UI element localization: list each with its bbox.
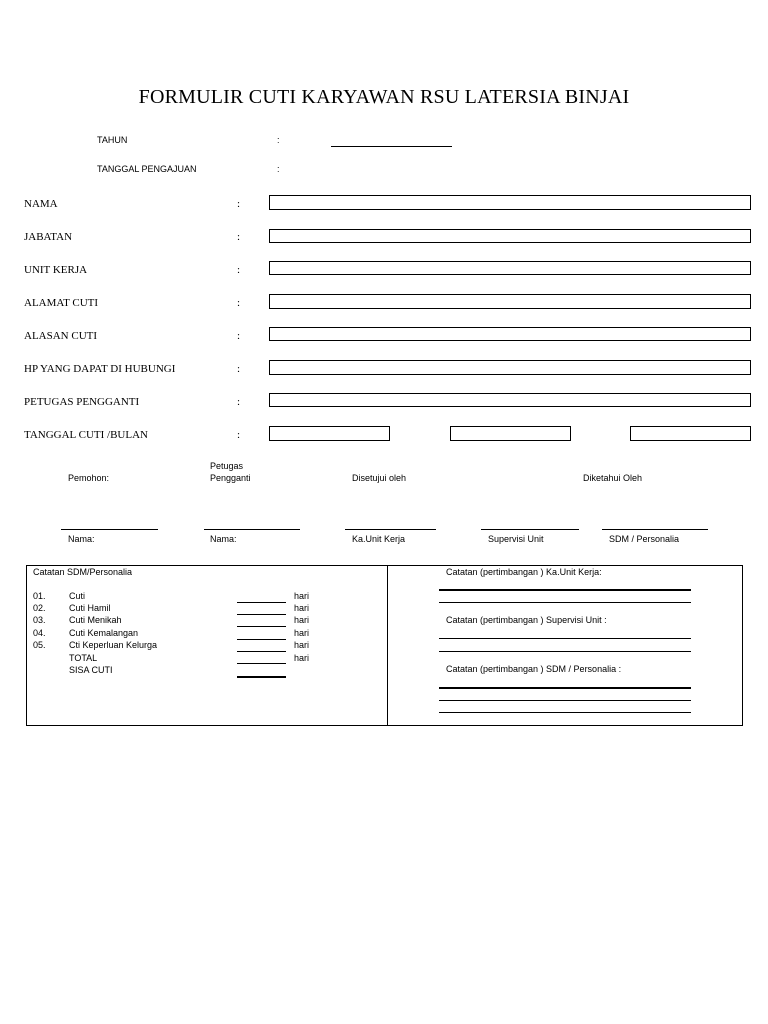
nama-field[interactable]: [269, 195, 751, 210]
total-label: TOTAL: [69, 653, 98, 663]
total-unit: hari: [294, 653, 310, 663]
catatan-sdm-right-line-3[interactable]: [439, 712, 691, 713]
item-no-1: 01.: [33, 591, 46, 601]
pemohon-header: Pemohon:: [68, 473, 110, 483]
unit-kerja-label: UNIT KERJA: [24, 264, 88, 276]
catatan-supervisi-line-2[interactable]: [439, 651, 691, 652]
alasan-cuti-field[interactable]: [269, 327, 751, 341]
item-label-3: Cuti Menikah: [69, 615, 122, 625]
item-line-5[interactable]: [237, 651, 286, 652]
catatan-sdm-right-label: Catatan (pertimbangan ) SDM / Personalia :: [446, 664, 622, 674]
catatan-supervisi-line-1[interactable]: [439, 638, 691, 639]
sisa-cuti-label: SISA CUTI: [69, 665, 113, 675]
item-no-4: 04.: [33, 628, 46, 638]
item-line-4[interactable]: [237, 639, 286, 640]
catatan-sdm-right-line-1[interactable]: [439, 687, 691, 689]
tahun-colon: :: [277, 135, 280, 145]
catatan-sdm-right-line-2[interactable]: [439, 700, 691, 701]
total-line[interactable]: [237, 663, 286, 664]
petugas-header-line2: Pengganti: [210, 473, 251, 483]
signature-line-supervisi[interactable]: [481, 529, 579, 530]
item-line-1[interactable]: [237, 602, 286, 603]
nama-colon: :: [237, 198, 241, 210]
signature-line-petugas[interactable]: [204, 529, 300, 530]
tanggal-cuti-label: TANGGAL CUTI /BULAN: [24, 429, 148, 441]
item-label-2: Cuti Hamil: [69, 603, 111, 613]
unit-kerja-colon: :: [237, 264, 241, 276]
signature-name-petugas: Nama:: [210, 534, 237, 544]
item-label-4: Cuti Kemalangan: [69, 628, 139, 638]
item-label-1: Cuti: [69, 591, 86, 601]
signature-line-ka-unit[interactable]: [345, 529, 436, 530]
nama-label: NAMA: [24, 198, 58, 210]
item-line-2[interactable]: [237, 614, 286, 615]
petugas-header-line1: Petugas: [210, 461, 244, 471]
item-label-5: Cti Keperluan Kelurga: [69, 640, 158, 650]
tanggal-cuti-field-3[interactable]: [630, 426, 751, 441]
signature-name-pemohon: Nama:: [68, 534, 95, 544]
petugas-pengganti-colon: :: [237, 396, 241, 408]
item-unit-4: hari: [294, 628, 310, 638]
alasan-cuti-label: ALASAN CUTI: [24, 330, 98, 342]
disetujui-header: Disetujui oleh: [352, 473, 407, 483]
signature-name-sdm: SDM / Personalia: [609, 534, 680, 544]
item-unit-2: hari: [294, 603, 310, 613]
catatan-ka-unit-line-1[interactable]: [439, 589, 691, 591]
alasan-cuti-colon: :: [237, 330, 241, 342]
alamat-cuti-field[interactable]: [269, 294, 751, 309]
hp-label: HP YANG DAPAT DI HUBUNGI: [24, 363, 176, 375]
diketahui-header: Diketahui Oleh: [583, 473, 643, 483]
item-unit-3: hari: [294, 615, 310, 625]
item-no-2: 02.: [33, 603, 46, 613]
signature-name-supervisi: Supervisi Unit: [488, 534, 544, 544]
jabatan-colon: :: [237, 231, 241, 243]
tanggal-pengajuan-label: TANGGAL PENGAJUAN: [97, 164, 197, 174]
catatan-divider: [387, 565, 388, 726]
hp-field[interactable]: [269, 360, 751, 375]
tahun-label: TAHUN: [97, 135, 128, 145]
alamat-cuti-colon: :: [237, 297, 241, 309]
tanggal-cuti-field-2[interactable]: [450, 426, 571, 441]
item-unit-5: hari: [294, 640, 310, 650]
tanggal-pengajuan-colon: :: [277, 164, 280, 174]
catatan-supervisi-label: Catatan (pertimbangan ) Supervisi Unit :: [446, 615, 607, 625]
item-no-3: 03.: [33, 615, 46, 625]
alamat-cuti-label: ALAMAT CUTI: [24, 297, 99, 309]
item-unit-1: hari: [294, 591, 310, 601]
catatan-ka-unit-line-2[interactable]: [439, 602, 691, 603]
tanggal-cuti-colon: :: [237, 429, 241, 441]
item-no-5: 05.: [33, 640, 46, 650]
catatan-sdm-title: Catatan SDM/Personalia: [33, 567, 133, 577]
signature-line-pemohon[interactable]: [61, 529, 158, 530]
tanggal-cuti-field-1[interactable]: [269, 426, 390, 441]
jabatan-label: JABATAN: [24, 231, 73, 243]
petugas-pengganti-field[interactable]: [269, 393, 751, 407]
form-title: FORMULIR CUTI KARYAWAN RSU LATERSIA BINJAI: [138, 86, 630, 108]
jabatan-field[interactable]: [269, 229, 751, 243]
signature-name-ka-unit: Ka.Unit Kerja: [352, 534, 406, 544]
hp-colon: :: [237, 363, 241, 375]
petugas-pengganti-label: PETUGAS PENGGANTI: [24, 396, 140, 408]
sisa-cuti-line[interactable]: [237, 676, 286, 678]
catatan-ka-unit-label: Catatan (pertimbangan ) Ka.Unit Kerja:: [446, 567, 602, 577]
signature-line-sdm[interactable]: [602, 529, 708, 530]
item-line-3[interactable]: [237, 626, 286, 627]
unit-kerja-field[interactable]: [269, 261, 751, 275]
tahun-input-line[interactable]: [331, 146, 452, 147]
